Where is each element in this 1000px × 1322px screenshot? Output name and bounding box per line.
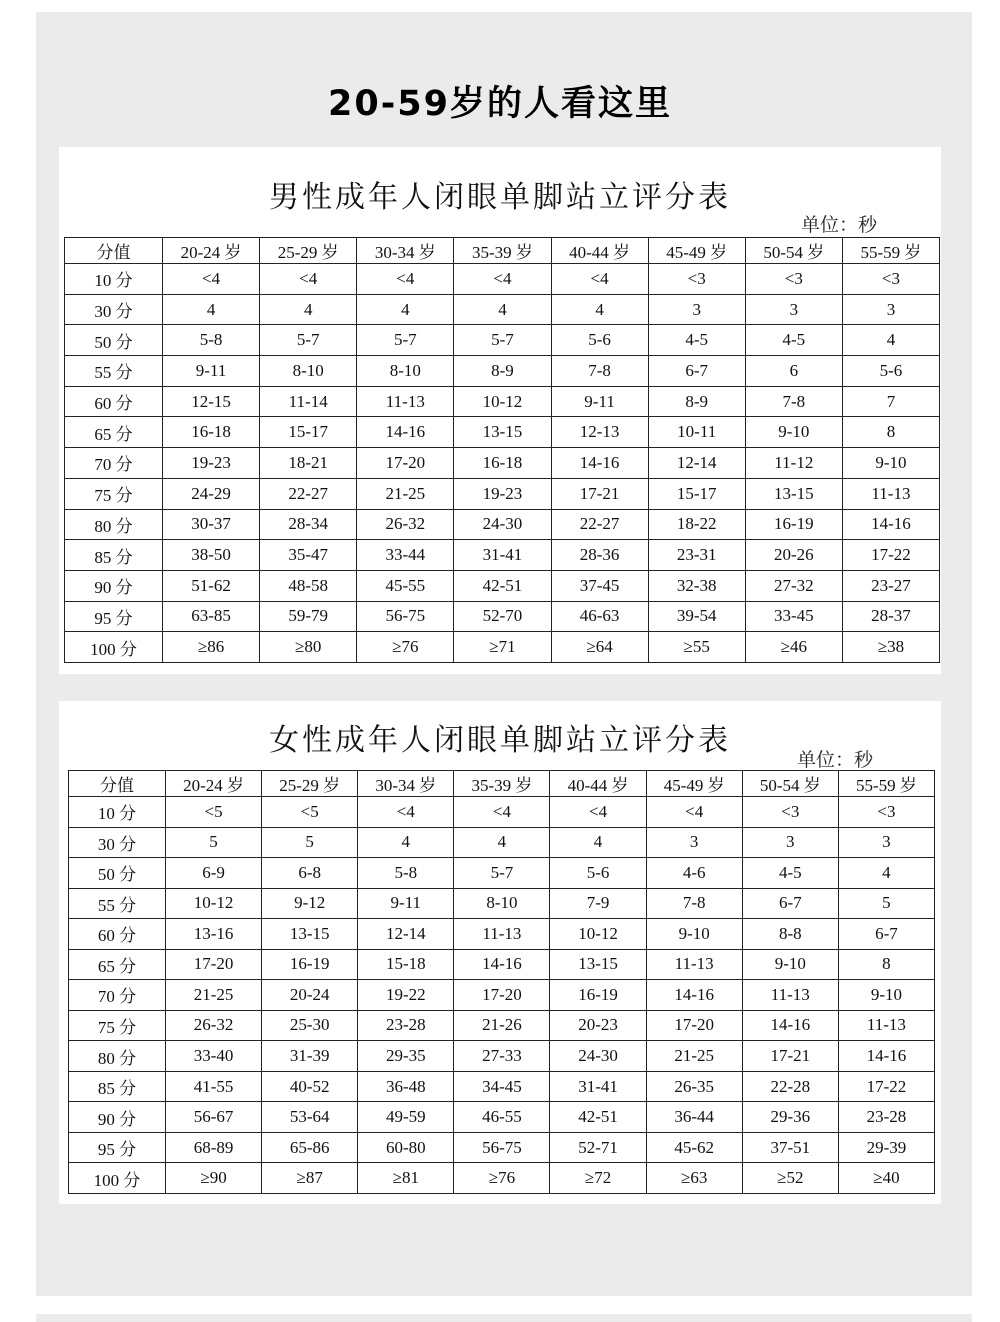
time-range-cell: 38-50: [163, 540, 260, 571]
time-range-cell: 7-9: [550, 888, 646, 919]
table-row: [69, 888, 935, 919]
table-row: [65, 325, 940, 356]
header-cell-age-group: 45-49 岁: [646, 771, 742, 797]
time-range-cell: 27-33: [454, 1041, 550, 1072]
time-range-cell: 31-41: [454, 540, 551, 571]
time-range-cell: 16-18: [163, 417, 260, 448]
time-range-cell: 8-9: [454, 356, 551, 387]
table-row: [65, 417, 940, 448]
time-range-cell: 17-20: [646, 1010, 742, 1041]
time-range-cell: <3: [842, 264, 939, 295]
time-range-cell: 13-16: [165, 919, 261, 950]
time-range-cell: ≥90: [165, 1163, 261, 1194]
time-range-cell: 16-19: [262, 949, 358, 980]
time-range-cell: 12-13: [551, 417, 648, 448]
score-label-cell: 95 分: [65, 601, 163, 632]
header-cell-age-group: 20-24 岁: [165, 771, 261, 797]
time-range-cell: 23-27: [842, 570, 939, 601]
time-range-cell: 12-15: [163, 386, 260, 417]
time-range-cell: ≥46: [745, 632, 842, 663]
time-range-cell: 60-80: [358, 1132, 454, 1163]
time-range-cell: 7-8: [551, 356, 648, 387]
score-label-cell: 80 分: [65, 509, 163, 540]
time-range-cell: 4: [551, 294, 648, 325]
time-range-cell: 24-30: [454, 509, 551, 540]
time-range-cell: 4: [260, 294, 357, 325]
table-row: [69, 1041, 935, 1072]
time-range-cell: ≥38: [842, 632, 939, 663]
time-range-cell: <4: [454, 264, 551, 295]
time-range-cell: 4-5: [648, 325, 745, 356]
time-range-cell: 68-89: [165, 1132, 261, 1163]
score-label-cell: 70 分: [65, 448, 163, 479]
time-range-cell: 18-21: [260, 448, 357, 479]
time-range-cell: 29-36: [742, 1102, 838, 1133]
time-range-cell: 17-20: [357, 448, 454, 479]
time-range-cell: 9-10: [745, 417, 842, 448]
score-label-cell: 65 分: [65, 417, 163, 448]
time-range-cell: 10-12: [165, 888, 261, 919]
time-range-cell: 46-55: [454, 1102, 550, 1133]
table-row: [65, 356, 940, 387]
time-range-cell: 15-17: [648, 478, 745, 509]
time-range-cell: 36-44: [646, 1102, 742, 1133]
time-range-cell: 45-55: [357, 570, 454, 601]
time-range-cell: ≥55: [648, 632, 745, 663]
time-range-cell: 13-15: [454, 417, 551, 448]
time-range-cell: ≥52: [742, 1163, 838, 1194]
time-range-cell: 33-44: [357, 540, 454, 571]
header-cell-age-group: 55-59 岁: [838, 771, 934, 797]
time-range-cell: 4: [454, 294, 551, 325]
time-range-cell: 11-13: [838, 1010, 934, 1041]
time-range-cell: 14-16: [646, 980, 742, 1011]
time-range-cell: 11-13: [454, 919, 550, 950]
time-range-cell: 42-51: [454, 570, 551, 601]
header-cell-age-group: 50-54 岁: [745, 238, 842, 264]
time-range-cell: ≥72: [550, 1163, 646, 1194]
time-range-cell: ≥40: [838, 1163, 934, 1194]
time-range-cell: 12-14: [358, 919, 454, 950]
header-cell-age-group: 40-44 岁: [550, 771, 646, 797]
time-range-cell: 19-23: [454, 478, 551, 509]
time-range-cell: ≥71: [454, 632, 551, 663]
time-range-cell: 14-16: [842, 509, 939, 540]
table-row: [69, 1102, 935, 1133]
score-label-cell: 30 分: [69, 827, 166, 858]
time-range-cell: 35-47: [260, 540, 357, 571]
table-row: [65, 478, 940, 509]
header-cell-age-group: 50-54 岁: [742, 771, 838, 797]
score-label-cell: 50 分: [69, 858, 166, 889]
time-range-cell: 49-59: [358, 1102, 454, 1133]
score-label-cell: 85 分: [69, 1071, 166, 1102]
header-cell-score: 分值: [65, 238, 163, 264]
time-range-cell: 5-8: [358, 858, 454, 889]
time-range-cell: <4: [358, 797, 454, 828]
male-score-card: [59, 147, 941, 674]
time-range-cell: 59-79: [260, 601, 357, 632]
time-range-cell: 34-45: [454, 1071, 550, 1102]
time-range-cell: 22-28: [742, 1071, 838, 1102]
time-range-cell: 10-12: [454, 386, 551, 417]
time-range-cell: 6-8: [262, 858, 358, 889]
time-range-cell: 7: [842, 386, 939, 417]
time-range-cell: 8-10: [357, 356, 454, 387]
time-range-cell: <3: [838, 797, 934, 828]
time-range-cell: 3: [838, 827, 934, 858]
time-range-cell: 19-23: [163, 448, 260, 479]
time-range-cell: 27-32: [745, 570, 842, 601]
time-range-cell: 4: [838, 858, 934, 889]
time-range-cell: 41-55: [165, 1071, 261, 1102]
table-row: [65, 264, 940, 295]
score-label-cell: 75 分: [69, 1010, 166, 1041]
time-range-cell: 11-13: [357, 386, 454, 417]
time-range-cell: <4: [646, 797, 742, 828]
time-range-cell: 37-51: [742, 1132, 838, 1163]
score-label-cell: 90 分: [69, 1102, 166, 1133]
time-range-cell: 52-70: [454, 601, 551, 632]
time-range-cell: <3: [648, 264, 745, 295]
male-score-table: [64, 237, 940, 663]
time-range-cell: ≥76: [357, 632, 454, 663]
header-cell-age-group: 30-34 岁: [358, 771, 454, 797]
table-row: [69, 1010, 935, 1041]
time-range-cell: 26-32: [357, 509, 454, 540]
time-range-cell: 11-14: [260, 386, 357, 417]
time-range-cell: 40-52: [262, 1071, 358, 1102]
time-range-cell: 53-64: [262, 1102, 358, 1133]
score-label-cell: 90 分: [65, 570, 163, 601]
table-row: [65, 632, 940, 663]
header-cell-age-group: 55-59 岁: [842, 238, 939, 264]
time-range-cell: 17-22: [838, 1071, 934, 1102]
time-range-cell: <3: [745, 264, 842, 295]
time-range-cell: 21-25: [646, 1041, 742, 1072]
time-range-cell: 10-11: [648, 417, 745, 448]
score-label-cell: 55 分: [65, 356, 163, 387]
time-range-cell: 45-62: [646, 1132, 742, 1163]
time-range-cell: 8: [838, 949, 934, 980]
time-range-cell: ≥76: [454, 1163, 550, 1194]
table-row: [65, 386, 940, 417]
time-range-cell: 8-8: [742, 919, 838, 950]
score-label-cell: 65 分: [69, 949, 166, 980]
table-row: [69, 919, 935, 950]
time-range-cell: 3: [648, 294, 745, 325]
time-range-cell: ≥86: [163, 632, 260, 663]
time-range-cell: 5-8: [163, 325, 260, 356]
time-range-cell: ≥64: [551, 632, 648, 663]
time-range-cell: 9-11: [551, 386, 648, 417]
time-range-cell: <4: [163, 264, 260, 295]
time-range-cell: 6-7: [742, 888, 838, 919]
time-range-cell: 14-16: [551, 448, 648, 479]
time-range-cell: 42-51: [550, 1102, 646, 1133]
table-row: [69, 1132, 935, 1163]
male-unit-label: 单位：秒: [801, 214, 878, 236]
score-label-cell: 50 分: [65, 325, 163, 356]
time-range-cell: 6-7: [838, 919, 934, 950]
time-range-cell: 16-19: [550, 980, 646, 1011]
time-range-cell: 14-16: [454, 949, 550, 980]
time-range-cell: 9-11: [358, 888, 454, 919]
table-row: [69, 858, 935, 889]
table-row: [65, 570, 940, 601]
time-range-cell: 4-5: [742, 858, 838, 889]
table-row: [65, 294, 940, 325]
time-range-cell: 3: [745, 294, 842, 325]
time-range-cell: 4: [357, 294, 454, 325]
time-range-cell: 37-45: [551, 570, 648, 601]
time-range-cell: 33-40: [165, 1041, 261, 1072]
time-range-cell: 56-75: [357, 601, 454, 632]
time-range-cell: 9-12: [262, 888, 358, 919]
table-row: [65, 601, 940, 632]
time-range-cell: 6: [745, 356, 842, 387]
time-range-cell: 3: [742, 827, 838, 858]
time-range-cell: 26-35: [646, 1071, 742, 1102]
time-range-cell: 46-63: [551, 601, 648, 632]
time-range-cell: 4: [842, 325, 939, 356]
time-range-cell: 23-31: [648, 540, 745, 571]
time-range-cell: 11-13: [742, 980, 838, 1011]
table-row: [69, 949, 935, 980]
time-range-cell: 9-10: [742, 949, 838, 980]
score-label-cell: 100 分: [65, 632, 163, 663]
time-range-cell: 9-10: [842, 448, 939, 479]
time-range-cell: 9-10: [838, 980, 934, 1011]
table-header-row: [65, 238, 940, 264]
female-score-table: [68, 770, 935, 1194]
time-range-cell: 28-34: [260, 509, 357, 540]
time-range-cell: 22-27: [551, 509, 648, 540]
time-range-cell: 24-30: [550, 1041, 646, 1072]
time-range-cell: 10-12: [550, 919, 646, 950]
time-range-cell: 29-39: [838, 1132, 934, 1163]
time-range-cell: 17-21: [551, 478, 648, 509]
table-row: [69, 797, 935, 828]
time-range-cell: <4: [260, 264, 357, 295]
time-range-cell: ≥80: [260, 632, 357, 663]
time-range-cell: <5: [262, 797, 358, 828]
time-range-cell: 13-15: [745, 478, 842, 509]
score-label-cell: 10 分: [65, 264, 163, 295]
time-range-cell: 7-8: [745, 386, 842, 417]
header-cell-age-group: 30-34 岁: [357, 238, 454, 264]
time-range-cell: 56-67: [165, 1102, 261, 1133]
score-label-cell: 60 分: [69, 919, 166, 950]
time-range-cell: 21-25: [165, 980, 261, 1011]
score-label-cell: 10 分: [69, 797, 166, 828]
time-range-cell: <4: [551, 264, 648, 295]
time-range-cell: 5: [262, 827, 358, 858]
time-range-cell: 65-86: [262, 1132, 358, 1163]
time-range-cell: 4: [163, 294, 260, 325]
time-range-cell: 23-28: [358, 1010, 454, 1041]
time-range-cell: 20-24: [262, 980, 358, 1011]
time-range-cell: 16-19: [745, 509, 842, 540]
time-range-cell: <5: [165, 797, 261, 828]
header-cell-age-group: 35-39 岁: [454, 771, 550, 797]
time-range-cell: 26-32: [165, 1010, 261, 1041]
time-range-cell: <4: [357, 264, 454, 295]
time-range-cell: 14-16: [742, 1010, 838, 1041]
time-range-cell: 5-6: [551, 325, 648, 356]
table-header-row: [69, 771, 935, 797]
time-range-cell: 8: [842, 417, 939, 448]
header-cell-score: 分值: [69, 771, 166, 797]
time-range-cell: 11-13: [646, 949, 742, 980]
time-range-cell: 17-22: [842, 540, 939, 571]
time-range-cell: 8-10: [454, 888, 550, 919]
score-label-cell: 100 分: [69, 1163, 166, 1194]
time-range-cell: 5-7: [454, 858, 550, 889]
time-range-cell: 24-29: [163, 478, 260, 509]
time-range-cell: 33-45: [745, 601, 842, 632]
header-cell-age-group: 35-39 岁: [454, 238, 551, 264]
time-range-cell: 31-39: [262, 1041, 358, 1072]
score-label-cell: 80 分: [69, 1041, 166, 1072]
time-range-cell: 31-41: [550, 1071, 646, 1102]
header-cell-age-group: 45-49 岁: [648, 238, 745, 264]
time-range-cell: 20-26: [745, 540, 842, 571]
time-range-cell: 4-6: [646, 858, 742, 889]
time-range-cell: 52-71: [550, 1132, 646, 1163]
time-range-cell: 8-10: [260, 356, 357, 387]
time-range-cell: 63-85: [163, 601, 260, 632]
time-range-cell: 23-28: [838, 1102, 934, 1133]
time-range-cell: 21-26: [454, 1010, 550, 1041]
time-range-cell: 5: [838, 888, 934, 919]
header-cell-age-group: 25-29 岁: [260, 238, 357, 264]
time-range-cell: 5: [165, 827, 261, 858]
time-range-cell: <3: [742, 797, 838, 828]
time-range-cell: ≥87: [262, 1163, 358, 1194]
time-range-cell: 17-20: [454, 980, 550, 1011]
time-range-cell: 39-54: [648, 601, 745, 632]
table-row: [65, 509, 940, 540]
bottom-strip: [36, 1314, 972, 1322]
time-range-cell: 25-30: [262, 1010, 358, 1041]
time-range-cell: 17-21: [742, 1041, 838, 1072]
table-row: [69, 1071, 935, 1102]
time-range-cell: 4: [550, 827, 646, 858]
female-unit-label: 单位：秒: [797, 749, 874, 771]
time-range-cell: 17-20: [165, 949, 261, 980]
time-range-cell: 13-15: [550, 949, 646, 980]
time-range-cell: 5-6: [842, 356, 939, 387]
score-label-cell: 95 分: [69, 1132, 166, 1163]
time-range-cell: 20-23: [550, 1010, 646, 1041]
female-table-title: 女性成年人闭眼单脚站立评分表: [269, 723, 731, 758]
time-range-cell: 5-7: [260, 325, 357, 356]
time-range-cell: 19-22: [358, 980, 454, 1011]
male-table-title: 男性成年人闭眼单脚站立评分表: [269, 180, 731, 215]
female-score-card: [59, 701, 941, 1204]
time-range-cell: 28-37: [842, 601, 939, 632]
table-row: [65, 540, 940, 571]
score-label-cell: 75 分: [65, 478, 163, 509]
time-range-cell: 15-18: [358, 949, 454, 980]
header-cell-age-group: 25-29 岁: [262, 771, 358, 797]
table-row: [65, 448, 940, 479]
time-range-cell: 22-27: [260, 478, 357, 509]
time-range-cell: 9-10: [646, 919, 742, 950]
table-row: [69, 980, 935, 1011]
time-range-cell: <4: [550, 797, 646, 828]
time-range-cell: 14-16: [838, 1041, 934, 1072]
time-range-cell: 56-75: [454, 1132, 550, 1163]
time-range-cell: 48-58: [260, 570, 357, 601]
time-range-cell: 5-7: [454, 325, 551, 356]
time-range-cell: 4-5: [745, 325, 842, 356]
time-range-cell: 30-37: [163, 509, 260, 540]
time-range-cell: 11-12: [745, 448, 842, 479]
time-range-cell: <4: [454, 797, 550, 828]
score-label-cell: 85 分: [65, 540, 163, 571]
time-range-cell: 16-18: [454, 448, 551, 479]
time-range-cell: 5-6: [550, 858, 646, 889]
page-title: 20-59岁的人看这里: [328, 84, 672, 124]
header-cell-age-group: 40-44 岁: [551, 238, 648, 264]
time-range-cell: 14-16: [357, 417, 454, 448]
time-range-cell: 6-9: [165, 858, 261, 889]
time-range-cell: ≥63: [646, 1163, 742, 1194]
time-range-cell: 15-17: [260, 417, 357, 448]
time-range-cell: 28-36: [551, 540, 648, 571]
time-range-cell: 18-22: [648, 509, 745, 540]
time-range-cell: 21-25: [357, 478, 454, 509]
table-row: [69, 827, 935, 858]
score-label-cell: 55 分: [69, 888, 166, 919]
time-range-cell: 4: [358, 827, 454, 858]
time-range-cell: 3: [646, 827, 742, 858]
time-range-cell: 5-7: [357, 325, 454, 356]
time-range-cell: 29-35: [358, 1041, 454, 1072]
score-label-cell: 30 分: [65, 294, 163, 325]
time-range-cell: 36-48: [358, 1071, 454, 1102]
header-cell-age-group: 20-24 岁: [163, 238, 260, 264]
time-range-cell: 12-14: [648, 448, 745, 479]
time-range-cell: 3: [842, 294, 939, 325]
time-range-cell: 11-13: [842, 478, 939, 509]
time-range-cell: 32-38: [648, 570, 745, 601]
time-range-cell: 51-62: [163, 570, 260, 601]
score-label-cell: 70 分: [69, 980, 166, 1011]
time-range-cell: 4: [454, 827, 550, 858]
score-label-cell: 60 分: [65, 386, 163, 417]
time-range-cell: 7-8: [646, 888, 742, 919]
time-range-cell: ≥81: [358, 1163, 454, 1194]
time-range-cell: 6-7: [648, 356, 745, 387]
time-range-cell: 8-9: [648, 386, 745, 417]
table-row: [69, 1163, 935, 1194]
time-range-cell: 9-11: [163, 356, 260, 387]
time-range-cell: 13-15: [262, 919, 358, 950]
